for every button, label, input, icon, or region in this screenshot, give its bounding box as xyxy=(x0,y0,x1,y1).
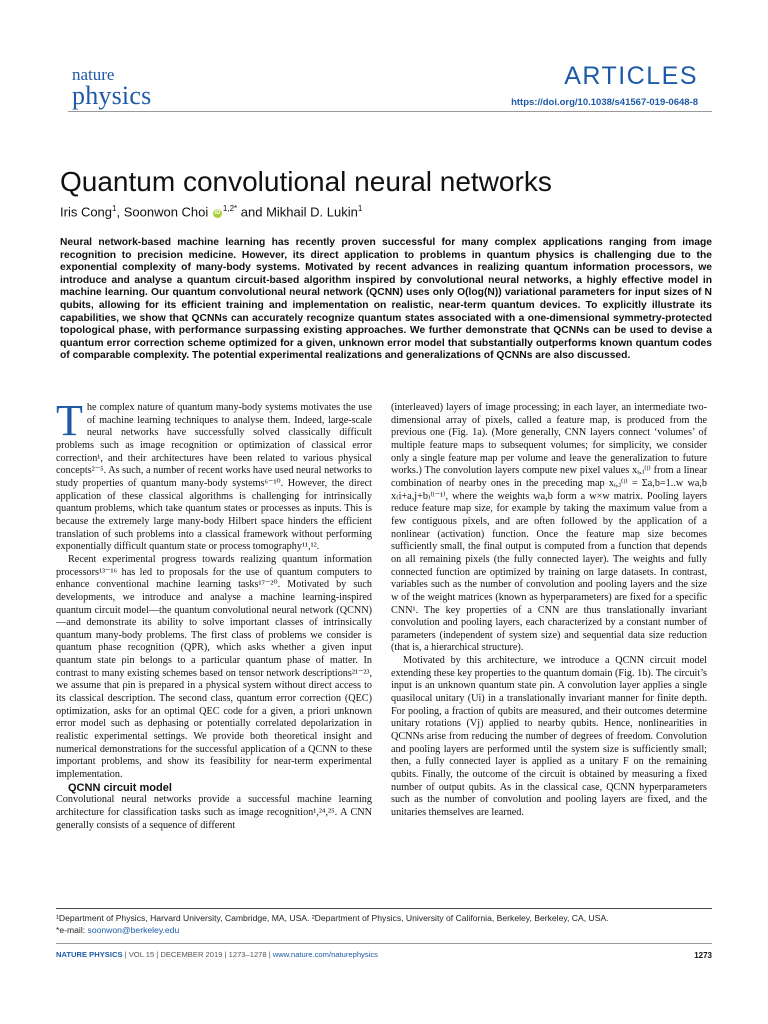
footnotes xyxy=(56,912,716,936)
footnote-divider xyxy=(56,908,712,909)
page-number: 1273 xyxy=(694,951,712,960)
email-label: *e-mail: xyxy=(56,925,88,935)
author-name[interactable]: Mikhail D. Lukin xyxy=(266,204,358,220)
journal-header xyxy=(0,0,768,140)
paragraph: Recent experimental progress towards realizing quantum information processors¹³⁻¹⁶ has led to proposals for the use of quantum computers to enhance conventional machine learning tasks¹⁷⁻²⁰. Motivated by such developments, we introduce and analyse a machine learning-inspired quantum circuit model—the quantum convolutional neural network (QCNN)—and demonstrate its ability to solve important classes of intrinsically quantum many-body problems. The first class of problems we consider is quantum phase recognition (QPR), which asks whether a given input quantum state ρin belongs to a particular quantum phase of matter. In contrast to many existing schemes based on tensor network descriptions²¹⁻²³, we assume that ρin is prepared in a physical system without direct access to its classical description. The second class, quantum error correction (QEC) optimization, asks for an optimal QEC code for a given, a priori unknown error model such as dephasing or potentially correlated depolarization in realistic experimental settings. We provide both theoretical insight and numerical demonstrations for the successful application of a QCNN to these important problems, and show its feasibility for near-term experimental implementation. xyxy=(56,553,372,781)
orcid-icon[interactable]: iD xyxy=(214,210,221,217)
paragraph: Motivated by this architecture, we introduce a QCNN circuit model extending these key properties to the quantum domain (Fig. 1b). The circuit’s input is an unknown quantum state ρin. A convolution layer applies a single quasilocal unitary (Ui) in a translationally invariant manner for finite depth. For pooling, a fraction of qubits are measured, and their outcomes determine unitary rotations (Vj) applied to nearby qubits. Hence, nonlinearities in QCNNs arise from reducing the number of degrees of freedom. Convolution and pooling layers are performed until the system size is sufficiently small; then, a fully connected layer is applied as a unitary F on the remaining qubits. Finally, the outcome of the circuit is obtained by measuring a fixed number of output qubits. As in the classical case, QCNN hyperparameters such as the number of convolution and pooling layers are fixed, and the unitaries themselves are learned. xyxy=(391,655,707,818)
paragraph: Convolutional neural networks provide a successful machine learning architecture for classification tasks such as image recognition¹,²⁴,²⁵. A CNN generally consists of a sequence of different xyxy=(56,794,372,831)
author-affiliation: 1,2* xyxy=(222,204,238,213)
affiliations: ¹Department of Physics, Harvard University, Cambridge, MA, USA. ²Department of Physics, University of California, Berkeley, Berkeley, CA, USA. xyxy=(56,913,609,923)
author-list: Iris Cong$^1$, Soonwon Choi $iD^{1,2*}$ and Mikhail D. Lukin$^1$ xyxy=(60,204,363,220)
page-footer xyxy=(56,951,712,959)
author-affiliation: 1 xyxy=(112,204,117,213)
footer-divider xyxy=(56,943,712,944)
footer-citation: | VOL 15 | DECEMBER 2019 | 1273–1278 | xyxy=(122,950,273,959)
footer-url[interactable]: www.nature.com/naturephysics xyxy=(272,950,378,959)
drop-cap: T xyxy=(56,396,83,445)
section-heading: QCNN circuit model xyxy=(68,781,172,794)
author-affiliation: 1 xyxy=(357,204,363,213)
journal-logo-line1: nature xyxy=(72,65,115,84)
journal-logo-line2: physics xyxy=(72,81,152,110)
intro-paragraph xyxy=(56,396,372,554)
paragraph-text: he complex nature of quantum many-body systems motivates the use of machine learning techniques to analyse them. Indeed, large-scale neural networks have successfully solved classically difficult problems such as image recognition or optimization of classical error correction¹, and their architectures have been related to various physical concepts²⁻⁵. As such, a number of recent works have used neural networks to study properties of quantum many-body systems⁶⁻¹⁰. However, the direct application of these classical algorithms is challenging for intrinsically quantum problems, which take quantum states or processes as inputs. This is because the extremely large many-body Hilbert space hinders the efficient translation of such problems into a classical framework without performing exponentially difficult quantum state or process tomography¹¹,¹². xyxy=(56,402,372,553)
footer-journal: NATURE PHYSICS xyxy=(56,950,123,959)
doi-link[interactable]: https://doi.org/10.1038/s41567-019-0648-8 xyxy=(511,97,698,108)
correspondence xyxy=(56,924,716,936)
paragraph: (interleaved) layers of image processing; in each layer, an intermediate two-dimensional array of pixels, called a feature map, is produced from the previous one (Fig. 1a). (More generally, CNN layers connect ‘volumes’ of multiple feature maps to subsequent volumes; for simplicity, we consider only a single feature map per volume and leave the generalization to future works.) The convolution layers compute new pixel values xᵢ,ⱼ⁽ˡ⁾ from a linear combination of nearby ones in the preceding map xᵢ,ⱼ⁽ˡ⁾ = Σa,b=1..w wa,b x₍i+a,j+b₎⁽ˡ⁻¹⁾, where the weights wa,b form a w×w matrix. Pooling layers reduce feature map size, for example by taking the maximum value from a few contiguous pixels, and are often followed by the application of a nonlinear (activation) function. Once the feature map size becomes sufficiently small, the final output is computed from a function that depends on all remaining pixels (the fully connected layer). The weights and fully connected function are optimized by training on large datasets. In contrast, variables such as the number of convolution and pooling layers and the size w of the weight matrices (known as hyperparameters) are fixed for a specific CNN¹. The key properties of a CNN are thus translationally invariant convolution and pooling layers, each characterized by a constant number of parameters (independent of system size) and sequential data size reduction (that is, a hierarchical structure). xyxy=(391,402,707,654)
left-column xyxy=(56,396,372,832)
abstract: Neural network-based machine learning has recently proven successful for many complex applications ranging from image recognition to precision medicine. However, its direct application to problems in quantum physics is challenging due to the exponential complexity of many-body systems. Motivated by recent advances in realizing quantum information processors, we introduce and analyse a quantum circuit-based algorithm inspired by convolutional neural networks, a highly effective model in machine learning. Our quantum convolutional neural network (QCNN) uses only O(log(N)) variational parameters for input sizes of N qubits, allowing for its efficient training and implementation on realistic, near-term quantum devices. To explicitly illustrate its capabilities, we show that QCNNs can accurately recognize quantum states associated with a one-dimensional symmetry-protected topological phase, with performance surpassing existing approaches. We further demonstrate that QCNNs can be used to devise a quantum error correction scheme optimized for a given, unknown error model that substantially outperforms known quantum codes of comparable complexity. The potential experimental realizations and generalizations of QCNNs are also discussed. xyxy=(60,237,712,362)
author-name[interactable]: Soonwon Choi xyxy=(123,204,209,220)
article-title: Quantum convolutional neural networks xyxy=(60,165,552,197)
right-column xyxy=(391,402,707,820)
section-label: ARTICLES xyxy=(564,62,698,90)
email-link[interactable]: soonwon@berkeley.edu xyxy=(87,925,180,935)
header-divider xyxy=(68,111,712,112)
author-name[interactable]: Iris Cong xyxy=(60,204,113,220)
author-separator: and xyxy=(237,204,267,220)
